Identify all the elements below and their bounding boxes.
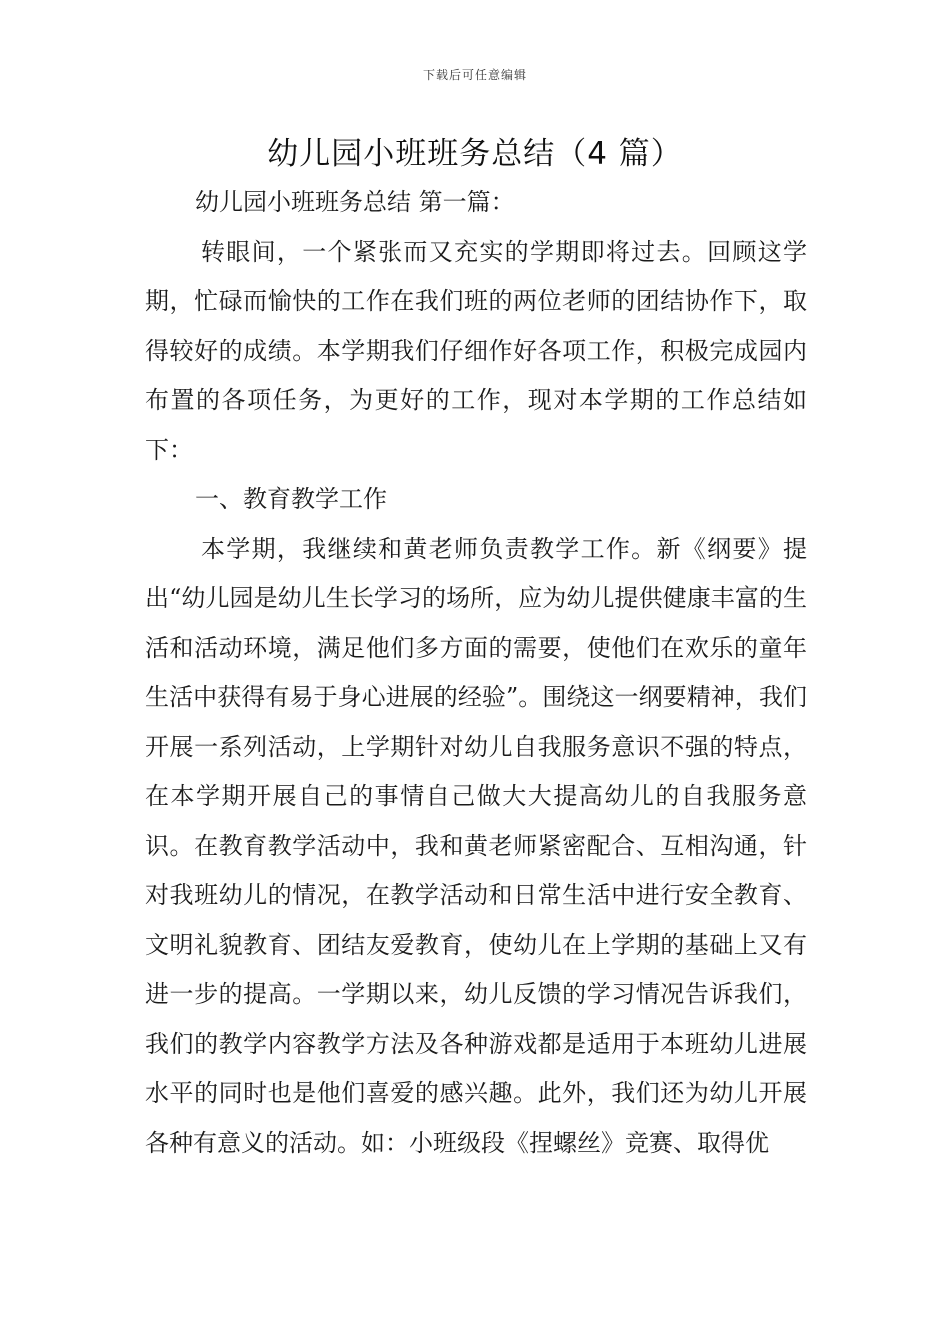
document-body <box>145 178 807 1168</box>
download-note: 下载后可任意编辑 <box>422 68 527 82</box>
paragraph: 转眼间，一个紧张而又充实的学期即将过去。回顾这学期，忙碌而愉快的工作在我们班的两位老师的团结协作下，取得较好的成绩。本学期我们仔细作好各项工作，积极完成园内布置的各项任务，为更好的工作，现对本学期的工作总结如下： <box>145 237 807 464</box>
section-heading: 幼儿园小班班务总结 第一篇： <box>195 188 515 216</box>
paragraph: 本学期，我继续和黄老师负责教学工作。新《纲要》提出“幼儿园是幼儿生长学习的场所，应为幼儿提供健康丰富的生活和活动环境，满足他们多方面的需要，使他们在欢乐的童年生活中获得有易于身心进展的经验”。围绕这一纲要精神，我们开展一系列活动，上学期针对幼儿自我服务意识不强的特点，在本学期开展自己的事情自己做大大提高幼儿的自我服务意识。在教育教学活动中，我和黄老师紧密配合、互相沟通，针对我班幼儿的情况，在教学活动和日常生活中进行安全教育、文明礼貌教育、团结友爱教育，使幼儿在上学期的基础上又有进一步的提高。一学期以来，幼儿反馈的学习情况告诉我们，我们的教学内容教学方法及各种游戏都是适用于本班幼儿进展水平的同时也是他们喜爱的感兴趣。此外，我们还为幼儿开展各种有意义的活动。如：小班级段《捏螺丝》竞赛、取得优 <box>145 534 807 1157</box>
document-title: 幼儿园小班班务总结（4 篇） <box>267 136 683 172</box>
subheading: 一、教育教学工作 <box>195 485 387 513</box>
